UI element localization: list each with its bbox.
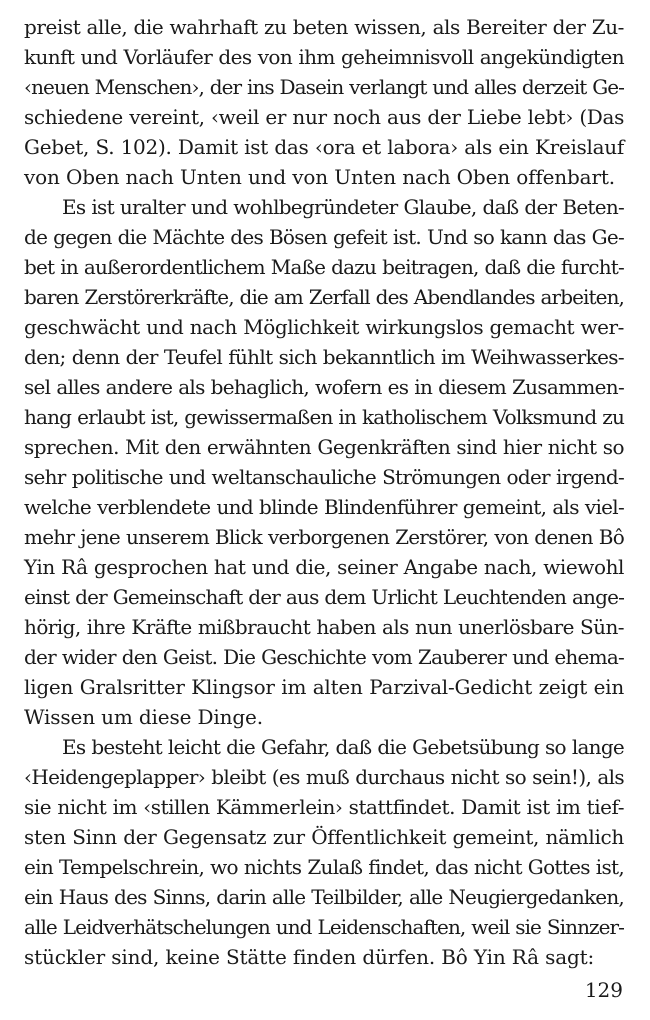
text-line: geschwächt und nach Möglichkeit wirkungslos gemacht wer- xyxy=(24,315,624,339)
text-line: sel alles andere als behaglich, wofern es in diesem Zusammen- xyxy=(24,375,624,399)
text-line: sten Sinn der Gegensatz zur Öffentlichkeit gemeint, nämlich xyxy=(24,825,624,849)
text-line: Es besteht leicht die Gefahr, daß die Gebetsübung so lange xyxy=(62,735,624,759)
text-line: preist alle, die wahrhaft zu beten wissen, als Bereiter der Zu- xyxy=(24,15,624,39)
text-line: bet in außerordentlichem Maße dazu beitragen, daß die furcht- xyxy=(24,255,624,279)
text-line: mehr jene unserem Blick verborgenen Zerstörer, von denen Bô xyxy=(24,525,624,549)
text-line: kunft und Vorläufer des von ihm geheimnisvoll angekündigten xyxy=(24,45,624,69)
text-line: baren Zerstörerkräfte, die am Zerfall des Abendlandes arbeiten, xyxy=(24,285,624,309)
text-line: ligen Gralsritter Klingsor im alten Parzival-Gedicht zeigt ein xyxy=(24,675,624,699)
text-line: hörig, ihre Kräfte mißbraucht haben als nun unerlösbare Sün- xyxy=(24,615,624,639)
text-line: de gegen die Mächte des Bösen gefeit ist. Und so kann das Ge- xyxy=(24,225,624,249)
text-line: Gebet, S. 102). Damit ist das ‹ora et labora› als ein Kreislauf xyxy=(24,135,624,159)
text-line: den; denn der Teufel fühlt sich bekanntlich im Weihwasserkes- xyxy=(24,345,624,369)
text-line: sie nicht im ‹stillen Kämmerlein› stattfindet. Damit ist im tief- xyxy=(24,795,624,819)
text-line: ein Haus des Sinns, darin alle Teilbilder, alle Neugiergedanken, xyxy=(24,885,624,909)
text-line: der wider den Geist. Die Geschichte vom Zauberer und ehema- xyxy=(24,645,624,669)
text-line: ‹neuen Menschen›, der ins Dasein verlangt und alles derzeit Ge- xyxy=(24,75,624,99)
text-line: ein Tempelschrein, wo nichts Zulaß findet, das nicht Gottes ist, xyxy=(24,855,624,879)
text-line: Yin Râ gesprochen hat und die, seiner Angabe nach, wiewohl xyxy=(24,555,624,579)
text-line: hang erlaubt ist, gewissermaßen in katholischem Volksmund zu xyxy=(24,405,624,429)
text-line: welche verblendete und blinde Blindenführer gemeint, als viel- xyxy=(24,495,624,519)
text-line: alle Leidverhätschelungen und Leidenschaften, weil sie Sinnzer- xyxy=(24,915,624,939)
text-line: sehr politische und weltanschauliche Strömungen oder irgend- xyxy=(24,465,624,489)
page-number: 129 xyxy=(584,978,623,1002)
text-line: einst der Gemeinschaft der aus dem Urlicht Leuchtenden ange- xyxy=(24,585,624,609)
body-text xyxy=(24,12,624,972)
text-line: sprechen. Mit den erwähnten Gegenkräften sind hier nicht so xyxy=(24,435,624,459)
text-line: ‹Heidengeplapper› bleibt (es muß durchaus nicht so sein!), als xyxy=(24,765,624,789)
text-line: von Oben nach Unten und von Unten nach Oben offenbart. xyxy=(24,165,615,189)
text-line: Es ist uralter und wohlbegründeter Glaube, daß der Beten- xyxy=(62,195,624,219)
text-line: schiedene vereint, ‹weil er nur noch aus der Liebe lebt› (Das xyxy=(24,105,624,129)
text-line: stückler sind, keine Stätte finden dürfen. Bô Yin Râ sagt: xyxy=(24,945,595,969)
text-line: Wissen um diese Dinge. xyxy=(24,705,263,729)
